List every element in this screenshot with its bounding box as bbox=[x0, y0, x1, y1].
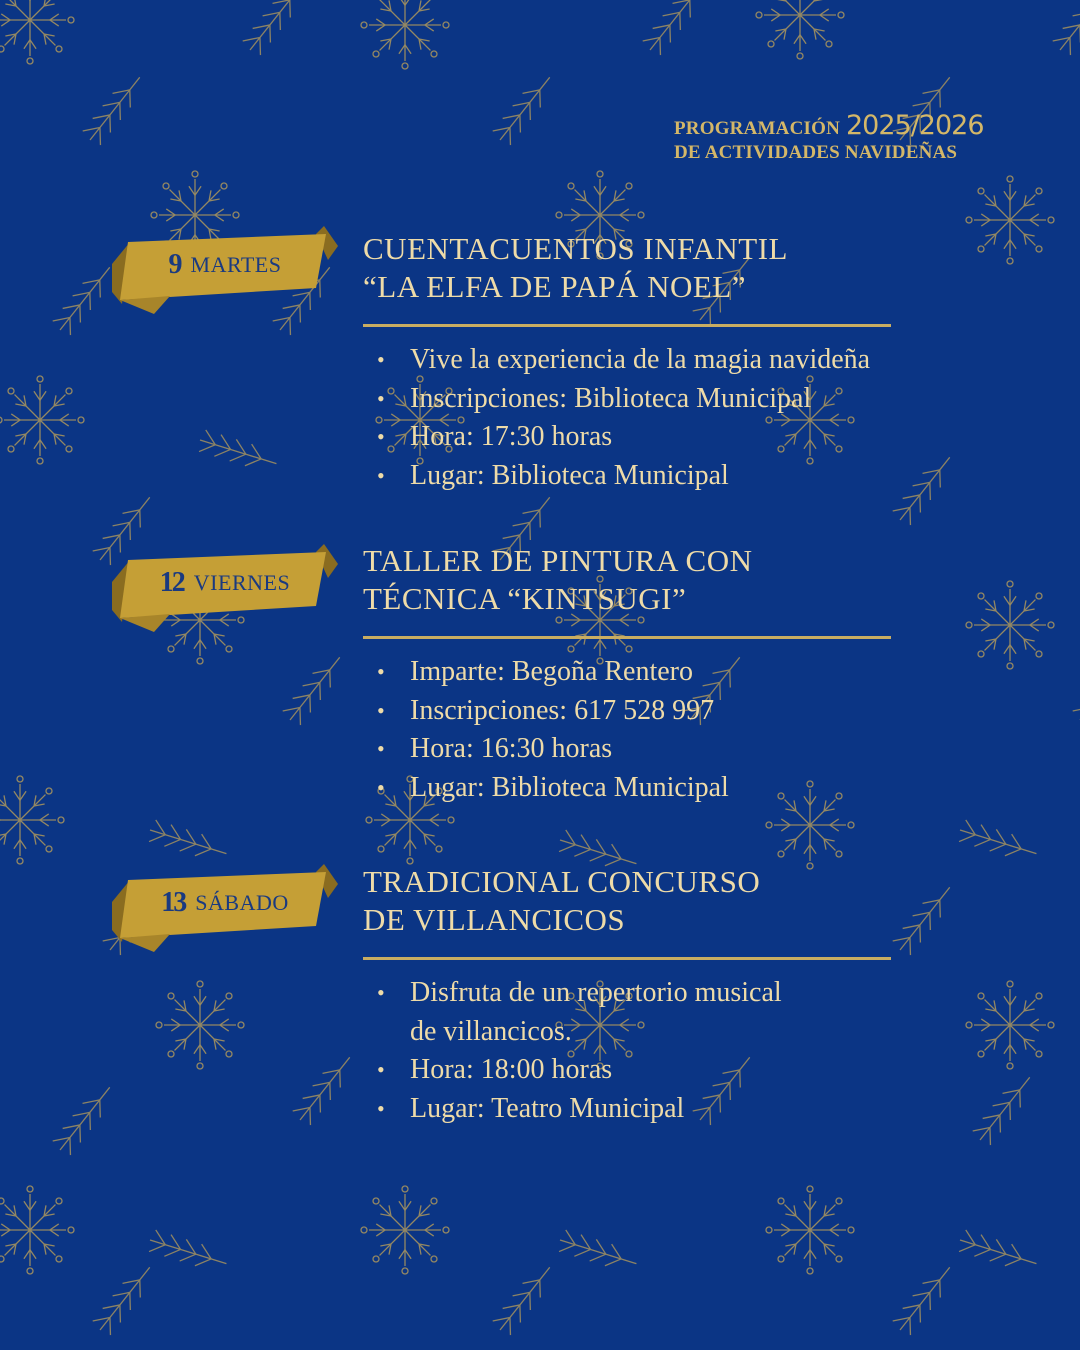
detail-item: • Vive la experiencia de la magia navideña bbox=[363, 341, 963, 380]
sprig-icon bbox=[53, 267, 110, 335]
detail-item: • Hora: 16:30 horas bbox=[363, 730, 963, 769]
detail-item: • Lugar: Biblioteca Municipal bbox=[363, 457, 963, 496]
snowflake-icon bbox=[966, 581, 1054, 669]
day-number: 9 bbox=[168, 249, 181, 280]
snowflake-icon bbox=[966, 176, 1054, 264]
event-title bbox=[363, 863, 963, 939]
event-title-line1: CUENTACUENTOS INFANTIL bbox=[363, 231, 788, 266]
divider bbox=[363, 324, 891, 327]
sprig-icon bbox=[199, 430, 276, 466]
day-name: VIERNES bbox=[193, 570, 291, 595]
snowflake-icon bbox=[756, 0, 844, 59]
sprig-icon bbox=[53, 1087, 110, 1155]
snowflake-icon bbox=[156, 981, 244, 1069]
event-details bbox=[363, 974, 963, 1128]
snowflake-icon bbox=[0, 376, 84, 464]
divider bbox=[363, 957, 891, 960]
event-details bbox=[363, 653, 963, 807]
day-number: 12 bbox=[159, 567, 184, 598]
sprig-icon bbox=[493, 1267, 550, 1335]
date-ribbon-2 bbox=[110, 544, 340, 632]
event-title-line2: DE VILLANCICOS bbox=[363, 902, 626, 937]
sprig-icon bbox=[559, 1230, 636, 1266]
day-number: 13 bbox=[161, 887, 186, 918]
sprig-icon bbox=[93, 1267, 150, 1335]
header-title-line2: DE ACTIVIDADES NAVIDEÑAS bbox=[674, 141, 958, 163]
snowflake-icon bbox=[361, 1186, 449, 1274]
snowflake-icon bbox=[966, 981, 1054, 1069]
detail-item: • Imparte: Begoña Rentero bbox=[363, 653, 963, 692]
date-ribbon-3 bbox=[110, 864, 340, 952]
event-title-line2: “LA ELFA DE PAPÁ NOEL” bbox=[363, 269, 746, 304]
sprig-icon bbox=[959, 1230, 1036, 1266]
sprig-icon bbox=[893, 1267, 950, 1335]
event-title-line2: TÉCNICA “KINTSUGI” bbox=[363, 581, 687, 616]
event-title bbox=[363, 542, 963, 618]
event-details bbox=[363, 341, 963, 495]
sprig-icon bbox=[283, 657, 340, 725]
sprig-icon bbox=[643, 0, 700, 55]
sprig-icon bbox=[1073, 657, 1080, 725]
event-1 bbox=[363, 230, 963, 495]
detail-item: • Hora: 17:30 horas bbox=[363, 418, 963, 457]
sprig-icon bbox=[559, 830, 636, 866]
detail-item-continuation: de villancicos. bbox=[410, 1015, 572, 1047]
sprig-icon bbox=[149, 820, 226, 856]
snowflake-icon bbox=[361, 0, 449, 69]
snowflake-icon bbox=[0, 1186, 74, 1274]
sprig-icon bbox=[149, 1230, 226, 1266]
header-year: 2025/2026 bbox=[846, 110, 984, 141]
detail-item: • Lugar: Biblioteca Municipal bbox=[363, 769, 963, 808]
sprig-icon bbox=[293, 1057, 350, 1125]
event-title bbox=[363, 230, 963, 306]
sprig-icon bbox=[493, 77, 550, 145]
date-ribbon-1 bbox=[110, 226, 340, 314]
event-title-line1: TRADICIONAL CONCURSO bbox=[363, 864, 761, 899]
sprig-icon bbox=[243, 0, 300, 55]
event-3 bbox=[363, 863, 963, 1128]
detail-item: • Hora: 18:00 horas bbox=[363, 1051, 963, 1090]
day-name: SÁBADO bbox=[195, 890, 289, 915]
detail-item: • Disfruta de un repertorio musical bbox=[363, 974, 963, 1013]
day-name: MARTES bbox=[190, 252, 282, 277]
detail-item: • Lugar: Teatro Municipal bbox=[363, 1090, 963, 1129]
divider bbox=[363, 636, 891, 639]
sprig-icon bbox=[959, 820, 1036, 856]
detail-item: • Inscripciones: 617 528 997 bbox=[363, 692, 963, 731]
event-title-line1: TALLER DE PINTURA CON bbox=[363, 543, 753, 578]
snowflake-icon bbox=[0, 776, 64, 864]
program-header bbox=[674, 110, 984, 165]
detail-item: • Inscripciones: Biblioteca Municipal bbox=[363, 380, 963, 419]
header-title-line1: PROGRAMACIÓN bbox=[674, 118, 840, 139]
snowflake-icon bbox=[0, 0, 74, 64]
sprig-icon bbox=[83, 77, 140, 145]
sprig-icon bbox=[1053, 0, 1080, 55]
sprig-icon bbox=[973, 1077, 1030, 1145]
event-2 bbox=[363, 542, 963, 807]
snowflake-icon bbox=[766, 1186, 854, 1274]
